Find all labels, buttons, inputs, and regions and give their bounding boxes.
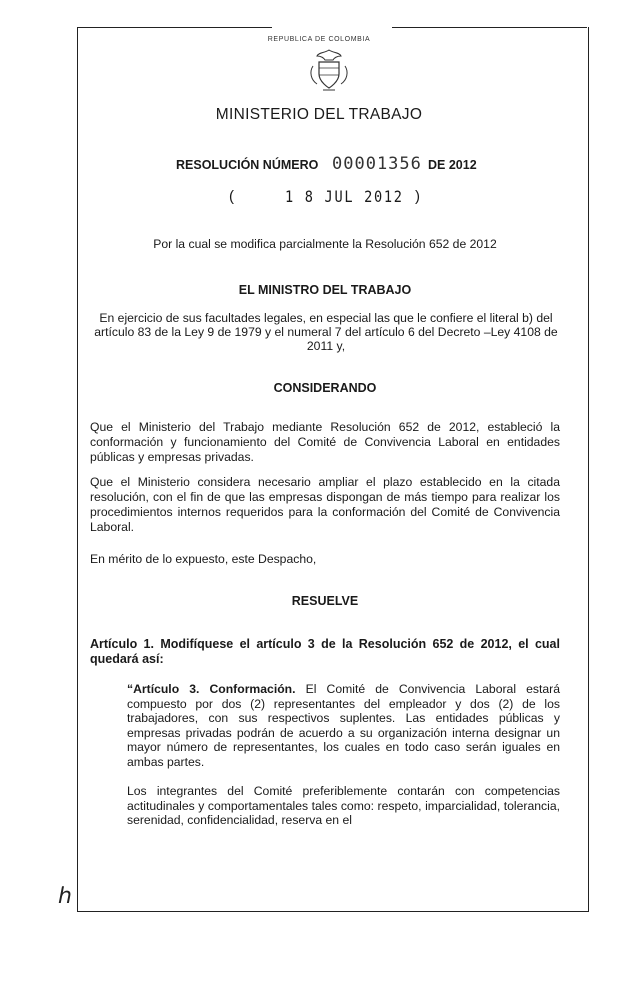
resolution-subtitle: Por la cual se modifica parcialmente la Resolución 652 de 2012 [153,237,497,251]
resolution-year: DE 2012 [428,158,477,172]
minister-heading: EL MINISTRO DEL TRABAJO [238,283,412,297]
date-close-paren: ) [415,188,420,205]
considerando-heading: CONSIDERANDO [273,381,377,395]
date-open-paren: ( [229,188,234,205]
quoted-article-lead: “Artículo 3. Conformación. [127,682,296,696]
country-heading: REPUBLICA DE COLOMBIA [267,36,371,43]
resolution-number: 00001356 [332,154,422,174]
coat-of-arms-icon [305,46,353,94]
ministry-title: MINISTERIO DEL TRABAJO [215,106,423,123]
resolution-label: RESOLUCIÓN NÚMERO [176,158,319,172]
legal-basis-text: En ejercicio de sus facultades legales, en especial las que le confiere el literal b) del artículo 83 de la Ley 9 de 1979 y el numeral 7 del artículo 6 del Decreto –Ley 4108 de 2011 y, [94,311,558,353]
resuelve-heading: RESUELVE [291,594,359,608]
merito-text: En mérito de lo expuesto, este Despacho, [90,552,317,566]
handwritten-margin-mark: ℎ [58,883,72,908]
quoted-article-3 [127,682,560,769]
quoted-article-body: El Comité de Convivencia Laboral estará compuesto por dos (2) representantes del empleador y dos (2) de los trabajadores, con sus respectivos suplentes. Las entidades públicas y empresas privadas podrán de acuerdo a su organización interna designar un mayor número de representantes, los cuales en todo caso serán iguales en ambas partes. [127,682,560,769]
article-1: Artículo 1. Modifíquese el artículo 3 de la Resolución 652 de 2012, el cual quedará así: [90,637,560,666]
considerando-paragraph: Que el Ministerio considera necesario ampliar el plazo establecido en la citada resolución, con el fin de que las empresas dispongan de más tiempo para realizar los procedimientos internos requeridos para la conformación del Comité de Convivencia Laboral. [90,475,560,534]
date-stamp: 1 8 JUL 2012 [285,187,404,206]
quoted-article-paragraph: Los integrantes del Comité preferiblemente contarán con competencias actitudinales y comportamentales tales como: respeto, imparcialidad, tolerancia, serenidad, confidencialidad, reserva en el [127,784,560,827]
considerando-paragraph: Que el Ministerio del Trabajo mediante Resolución 652 de 2012, estableció la conformación y funcionamiento del Comité de Convivencia Laboral en entidades públicas y empresas privadas. [90,420,560,464]
